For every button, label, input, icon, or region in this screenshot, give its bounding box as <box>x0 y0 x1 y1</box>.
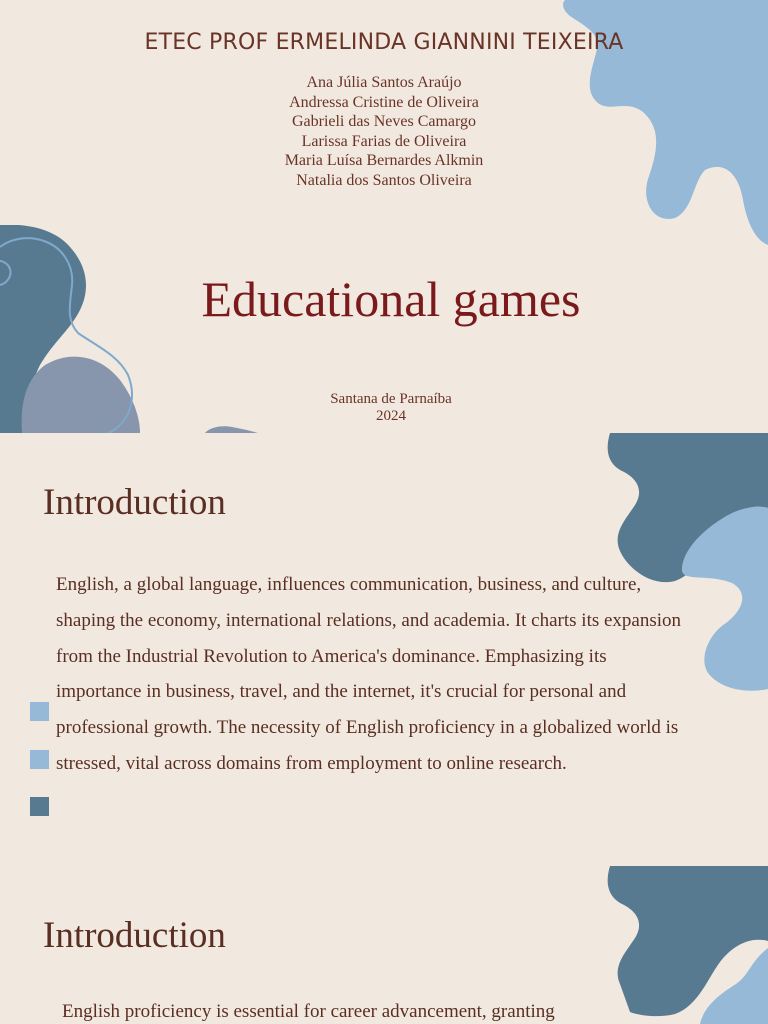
city: Santana de Parnaíba <box>330 391 452 407</box>
author-name: Natalia dos Santos Oliveira <box>296 171 472 189</box>
slide-heading: Introduction <box>43 915 226 956</box>
author-name: Maria Luísa Bernardes Alkmin <box>284 152 484 169</box>
presentation-title: Educational games <box>201 271 581 327</box>
light-blue-square-decoration <box>30 750 49 769</box>
place-and-date <box>0 391 768 425</box>
slide-heading: Introduction <box>43 482 226 523</box>
title-slide <box>0 0 768 433</box>
author-name: Ana Júlia Santos Araújo <box>306 74 462 91</box>
slide-body-text: English, a global language, influences communication, business, and culture, shaping the economy, international relations, and academia. It charts its expansion from the Industrial Revolution to America's dominance. Emphasizing its importance in business, travel, and the internet, it's crucial for personal and professional growth. The necessity of English proficiency in a globalized world is stressed, vital across domains from employment to online research. <box>56 574 682 774</box>
light-blue-square-decoration <box>30 702 49 721</box>
author-name: Gabrieli das Neves Camargo <box>291 113 477 130</box>
author-name: Larissa Farias de Oliveira <box>301 132 467 150</box>
school-name: ETEC PROF ERMELINDA GIANNINI TEIXEIRA <box>144 30 624 55</box>
introduction-slide <box>0 433 768 866</box>
year: 2024 <box>376 408 406 424</box>
introduction-slide-2 <box>0 866 768 1024</box>
blue-square-decoration <box>30 797 49 816</box>
author-list <box>0 73 768 190</box>
author-name: Andressa Cristine de Oliveira <box>289 93 479 111</box>
slide-body-text: English proficiency is essential for career advancement, granting <box>62 1001 555 1022</box>
